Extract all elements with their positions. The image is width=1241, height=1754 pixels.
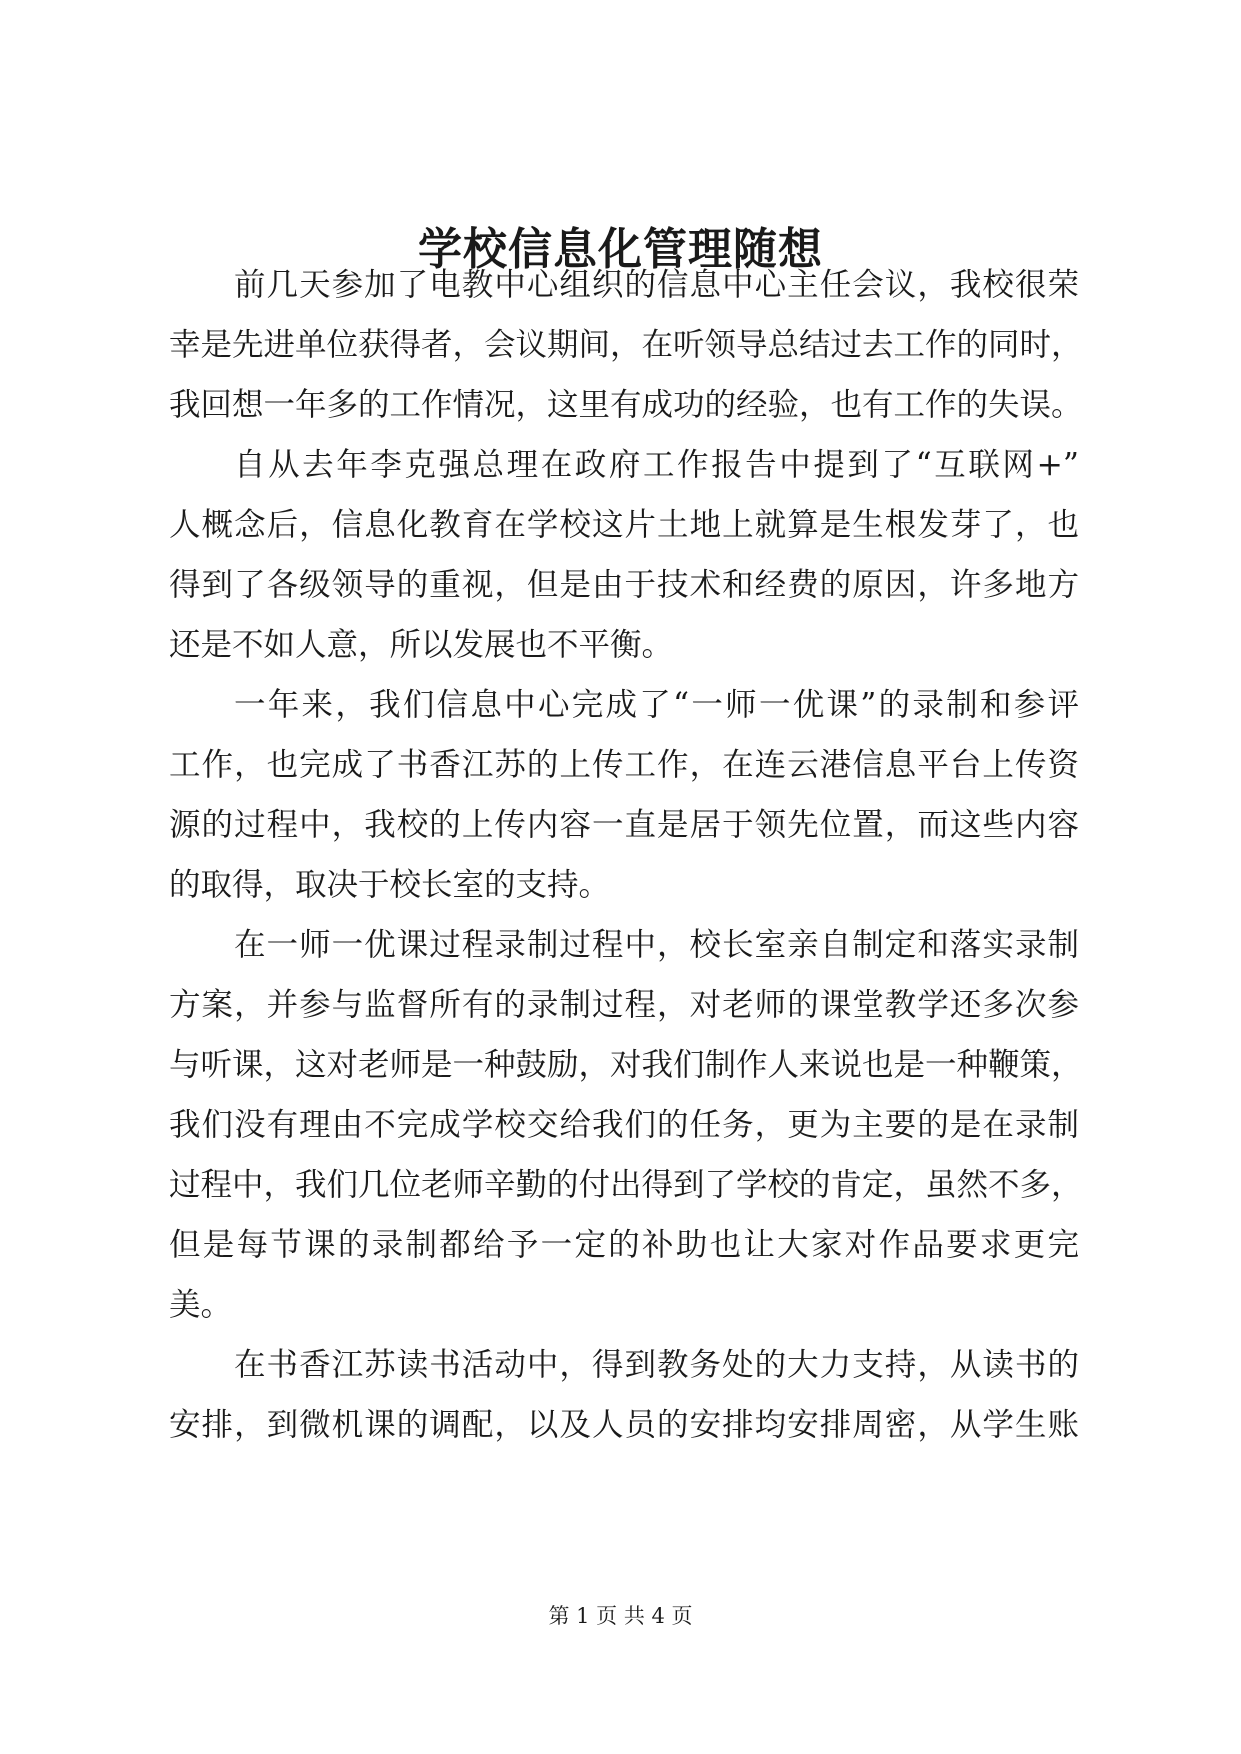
paragraph-2-line-1: 自从去年李克强总理在政府工作报告中提到了“互联网+” [234, 447, 1079, 483]
paragraph-4-line-1: 在一师一优课过程录制过程中，校长室亲自制定和落实录制 [234, 927, 1079, 963]
paragraph-4-line-7: 美。 [169, 1287, 233, 1323]
paragraph-3-line-4: 的取得，取决于校长室的支持。 [169, 867, 611, 903]
page-number-footer: 第 1 页 共 4 页 [548, 1604, 693, 1628]
paragraph-4-line-3: 与听课，这对老师是一种鼓励，对我们制作人来说也是一种鞭策， [169, 1047, 1083, 1083]
paragraph-4-line-4: 我们没有理由不完成学校交给我们的任务，更为主要的是在录制 [169, 1107, 1079, 1143]
paragraph-5-line-1: 在书香江苏读书活动中，得到教务处的大力支持，从读书的 [234, 1347, 1079, 1383]
paragraph-4-line-2: 方案，并参与监督所有的录制过程，对老师的课堂教学还多次参 [169, 987, 1079, 1023]
paragraph-5-line-2: 安排，到微机课的调配，以及人员的安排均安排周密，从学生账 [169, 1407, 1079, 1443]
paragraph-3-line-2: 工作，也完成了书香江苏的上传工作，在连云港信息平台上传资 [169, 747, 1079, 783]
paragraph-2-line-3: 得到了各级领导的重视，但是由于技术和经费的原因，许多地方 [169, 567, 1079, 603]
paragraph-3-line-3: 源的过程中，我校的上传内容一直是居于领先位置，而这些内容 [169, 807, 1079, 843]
paragraph-1-line-1: 前几天参加了电教中心组织的信息中心主任会议，我校很荣 [234, 267, 1079, 303]
paragraph-3-line-1: 一年来，我们信息中心完成了“一师一优课”的录制和参评 [234, 687, 1079, 723]
paragraph-1-line-2: 幸是先进单位获得者，会议期间，在听领导总结过去工作的同时， [169, 327, 1083, 363]
document-title: 学校信息化管理随想 [418, 224, 823, 275]
paragraph-4-line-6: 但是每节课的录制都给予一定的补助也让大家对作品要求更完 [169, 1227, 1079, 1263]
paragraph-2-line-2: 人概念后，信息化教育在学校这片土地上就算是生根发芽了，也 [169, 507, 1079, 543]
paragraph-1-line-3: 我回想一年多的工作情况，这里有成功的经验，也有工作的失误。 [169, 387, 1083, 423]
paragraph-4-line-5: 过程中，我们几位老师辛勤的付出得到了学校的肯定，虽然不多， [169, 1167, 1083, 1203]
paragraph-2-line-4: 还是不如人意，所以发展也不平衡。 [169, 627, 674, 663]
